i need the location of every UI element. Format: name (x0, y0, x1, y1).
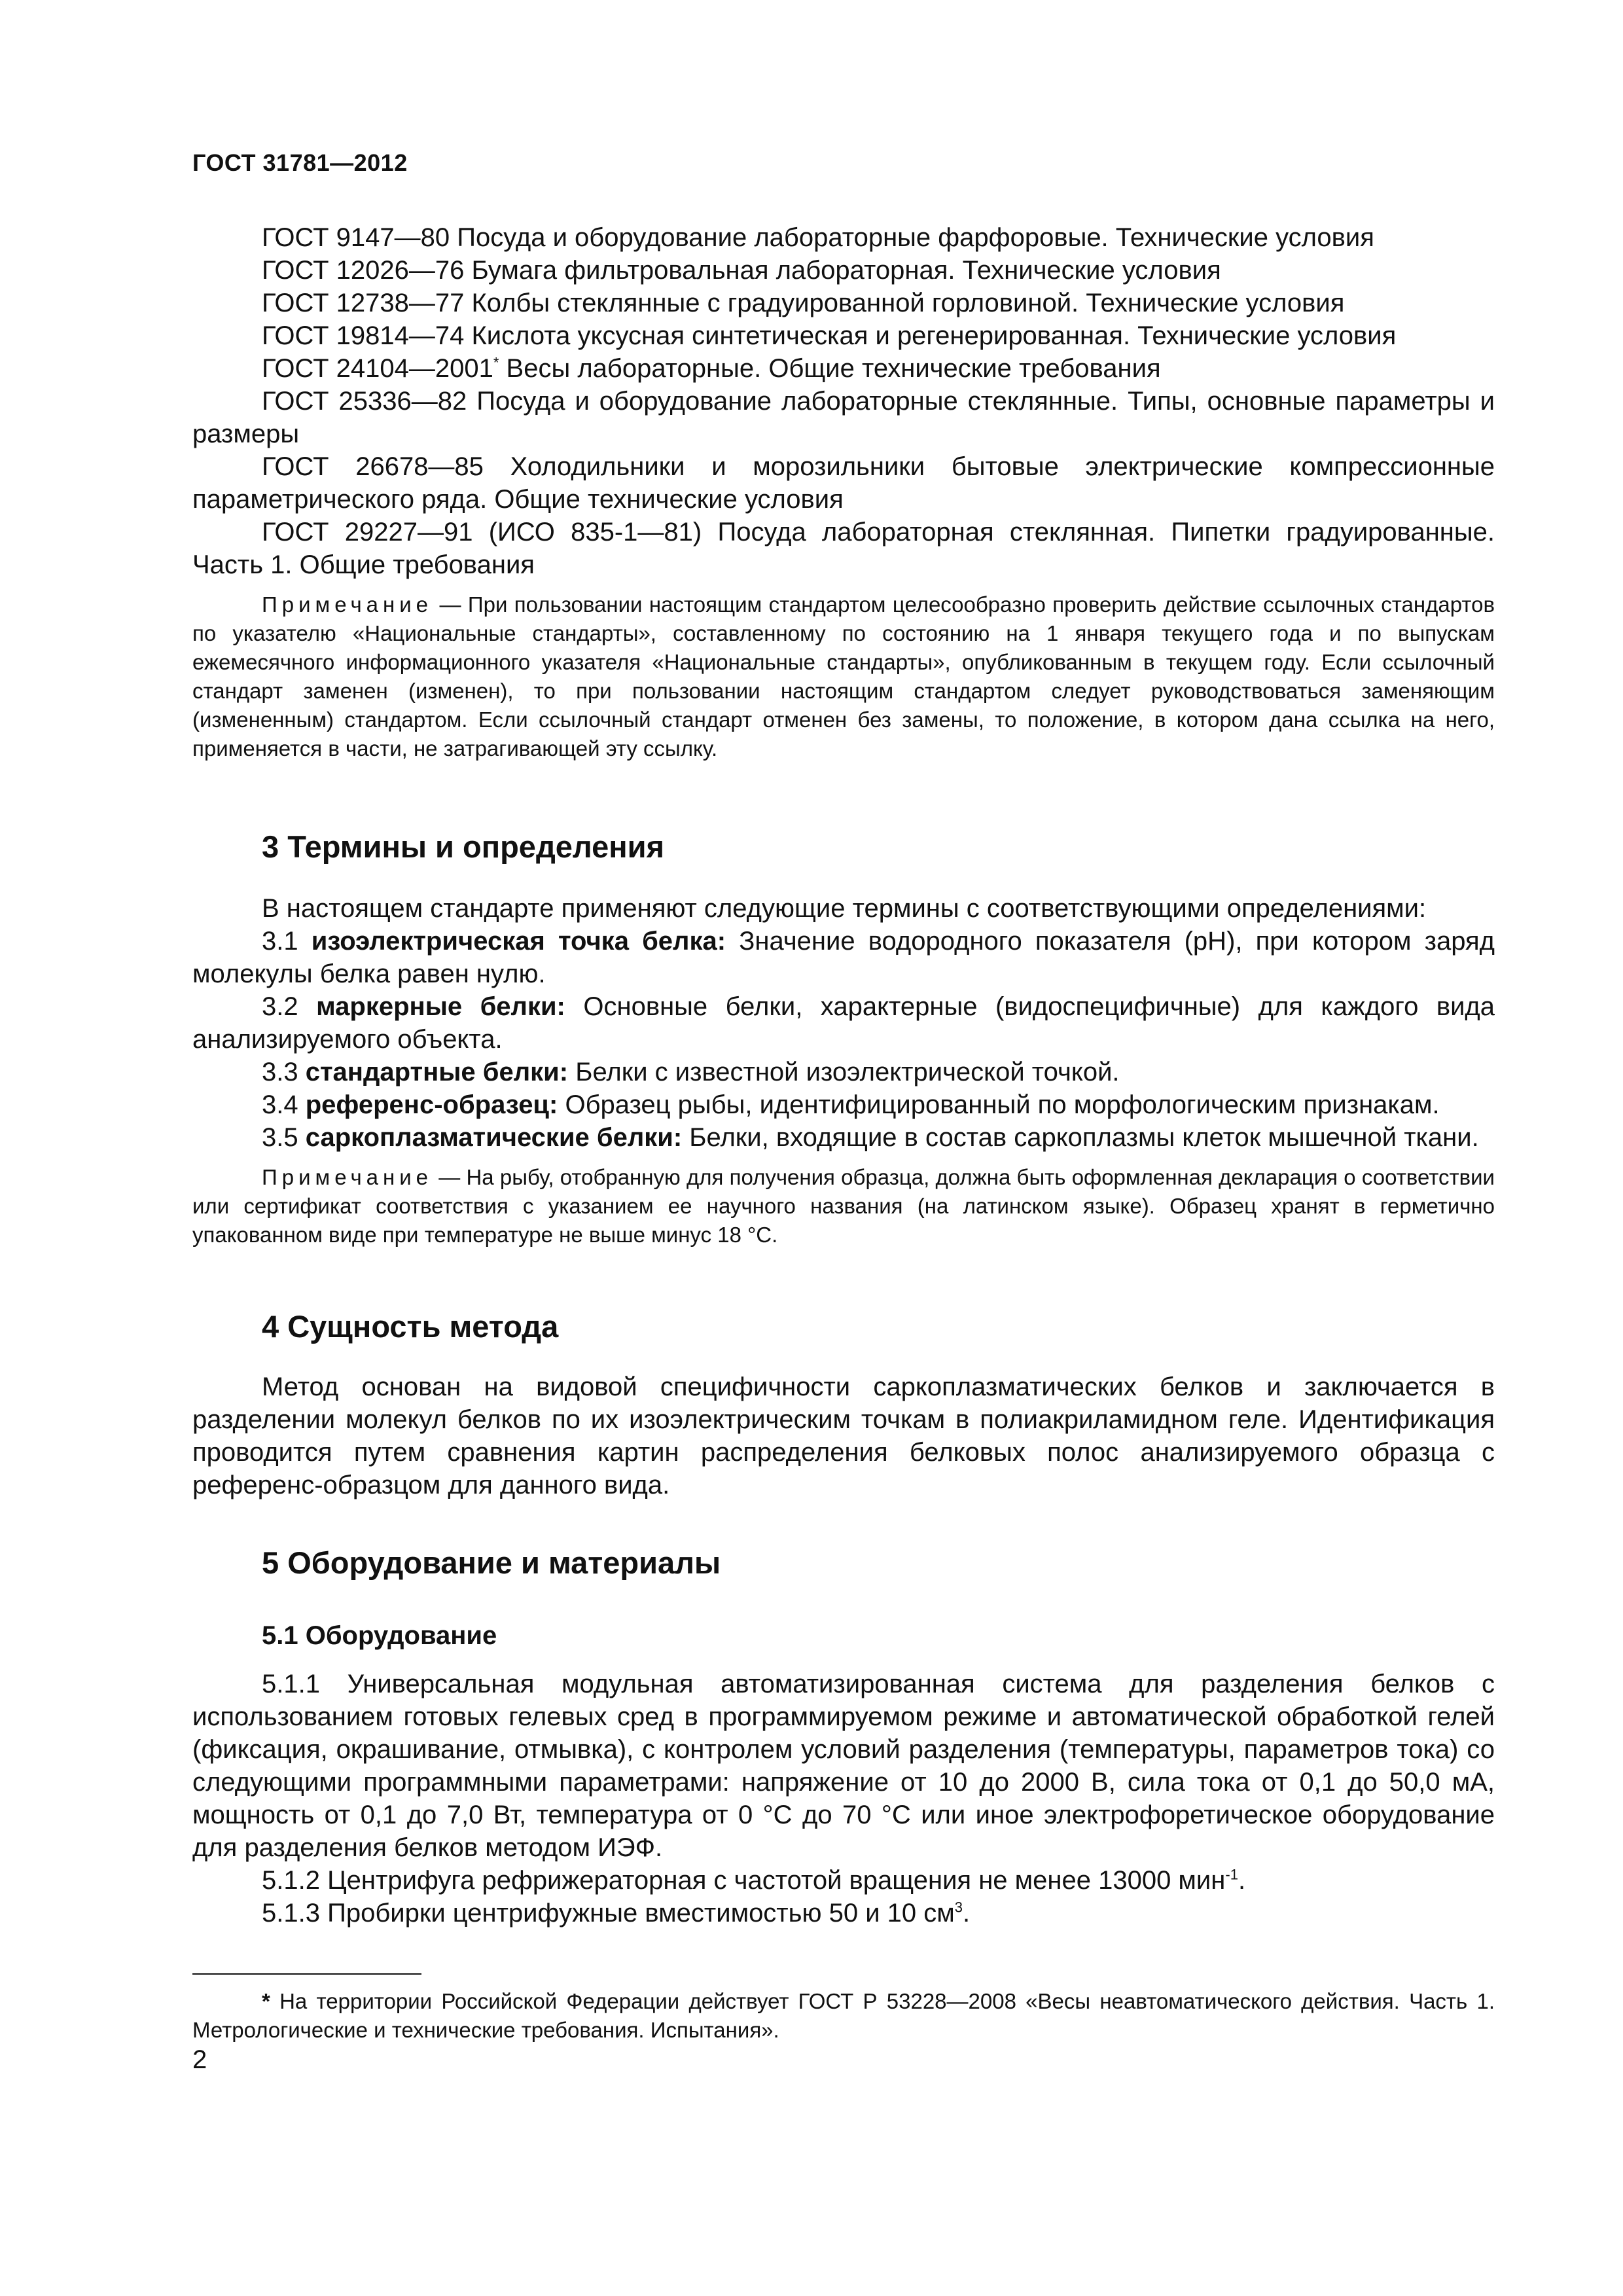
reference-item (192, 352, 1495, 385)
term-number: 3.3 (262, 1058, 306, 1086)
equipment-item: 5.1.1 Универсальная модульная автоматизированная система для разделения белков с использованием готовых гелевых сред в программируемом режиме и автоматической обработкой гелей (фиксация, окрашивание, отмывка), с контролем условий разделения (температуры, параметров тока) со следующими программными параметрами: напряжение от 10 до 2000 В, сила тока от 0,1 до 50,0 мА, мощность от 0,1 до 7,0 Вт, температура от 0 °С до 70 °С или иное электрофоретическое оборудование для разделения белков методом ИЭФ. (192, 1670, 1495, 1862)
term-definition (192, 925, 1495, 990)
equipment-item (192, 1864, 1495, 1897)
term-number: 3.4 (262, 1090, 306, 1119)
section-4-text: Метод основан на видовой специфичности саркоплазматических белков и заключается в разделении молекул белков по их изоэлектрическим точкам в полиакриламидном геле. Идентификация проводится путем сравнения картин распределения белковых полос анализируемого образца с референс-образцом для данного вида. (192, 1372, 1495, 1499)
note-sample (192, 1163, 1495, 1249)
term-number: 3.5 (262, 1123, 306, 1152)
term-name: маркерные белки: (316, 992, 565, 1021)
equipment-text: 5.1.3 Пробирки центрифужные вместимостью 50 и 10 см (262, 1899, 955, 1928)
note-text: — На рыбу, отобранную для получения образца, должна быть оформленная декларация о соответствии или сертификат соответствия с указанием ее научного названия (на латинском языке). Образец хранят в герметично упакованном виде при температуре не выше минус 18 °С. (192, 1165, 1495, 1247)
page-content (192, 221, 1495, 1929)
footnote (192, 1987, 1495, 2045)
reference-title: Весы лабораторные. Общие технические требования (499, 354, 1161, 383)
term-name: референс-образец: (305, 1090, 558, 1119)
reference-item: ГОСТ 26678—85 Холодильники и морозильники бытовые электрические компрессионные параметрического ряда. Общие технические условия (192, 452, 1495, 514)
note-text: — При пользовании настоящим стандартом целесообразно проверить действие ссылочных стандартов по указателю «Национальные стандарты», составленному по состоянию на 1 января текущего года и по выпускам ежемесячного информационного указателя «Национальные стандарты», опубликованным в текущем году. Если ссылочный стандарт заменен (изменен), то при пользовании настоящим стандартом следует руководствоваться заменяющим (измененным) стандартом. Если ссылочный стандарт отменен без замены, то положение, в котором дана ссылка на него, применяется в части, не затрагивающей эту ссылку. (192, 592, 1495, 761)
term-number: 3.1 (262, 927, 312, 956)
term-name: изоэлектрическая точка белка: (311, 927, 726, 956)
reference-item: ГОСТ 19814—74 Кислота уксусная синтетическая и регенерированная. Технические условия (262, 321, 1397, 350)
term-definition (192, 1121, 1495, 1154)
footnote-divider (192, 1973, 421, 1975)
term-name: стандартные белки: (305, 1058, 569, 1086)
reference-item: ГОСТ 9147—80 Посуда и оборудование лабораторные фарфоровые. Технические условия (262, 223, 1374, 252)
note-label: Примечание (262, 1165, 433, 1189)
section-5-heading: 5 Оборудование и материалы (262, 1545, 721, 1580)
term-definition (192, 990, 1495, 1056)
term-number: 3.2 (262, 992, 317, 1021)
term-text: Образец рыбы, идентифицированный по морфологическим признакам. (558, 1090, 1440, 1119)
reference-item: ГОСТ 29227—91 (ИСО 835-1—81) Посуда лабораторная стеклянная. Пипетки градуированные. Часть 1. Общие требования (192, 518, 1495, 579)
term-text: Белки, входящие в состав саркоплазмы клеток мышечной ткани. (682, 1123, 1479, 1152)
punctuation: . (1238, 1866, 1246, 1895)
note-label: Примечание (262, 592, 433, 617)
term-text: Основные белки, характерные (видоспецифичные) для каждого вида анализируемого объекта. (192, 992, 1495, 1054)
subsection-5-1-heading: 5.1 Оборудование (262, 1621, 497, 1650)
footnote-mark: * (262, 1989, 270, 2013)
section-3-heading: 3 Термины и определения (262, 829, 664, 864)
equipment-text: 5.1.2 Центрифуга рефрижераторная с частотой вращения не менее 13000 мин (262, 1866, 1226, 1895)
equipment-item (192, 1897, 1495, 1929)
unit-exponent: 3 (954, 1899, 963, 1916)
page-number: 2 (192, 2045, 207, 2074)
term-definition (192, 1088, 1495, 1121)
footnote-mark: * (493, 354, 499, 371)
section-4-heading: 4 Сущность метода (262, 1309, 559, 1344)
unit-exponent: -1 (1225, 1866, 1238, 1883)
footnote-text: На территории Российской Федерации действует ГОСТ Р 53228—2008 «Весы неавтоматического действия. Часть 1. Метрологические и технические требования. Испытания». (192, 1989, 1495, 2042)
reference-list (192, 221, 1495, 581)
reference-item: ГОСТ 12026—76 Бумага фильтровальная лабораторная. Технические условия (262, 256, 1221, 285)
punctuation: . (963, 1899, 971, 1928)
note-references (192, 590, 1495, 763)
term-name: саркоплазматические белки: (305, 1123, 683, 1152)
reference-item: ГОСТ 12738—77 Колбы стеклянные с градуированной горловиной. Технические условия (262, 289, 1345, 317)
section-3-intro: В настоящем стандарте применяют следующие термины с соответствующими определениями: (262, 894, 1427, 923)
reference-code: ГОСТ 24104—2001 (262, 354, 493, 383)
term-definition (192, 1056, 1495, 1088)
term-text: Белки с известной изоэлектрической точкой. (568, 1058, 1120, 1086)
term-text: Значение водородного показателя (pH), при котором заряд молекулы белка равен нулю. (192, 927, 1495, 988)
reference-item: ГОСТ 25336—82 Посуда и оборудование лабораторные стеклянные. Типы, основные параметры и размеры (192, 387, 1495, 448)
document-header: ГОСТ 31781—2012 (192, 149, 408, 176)
